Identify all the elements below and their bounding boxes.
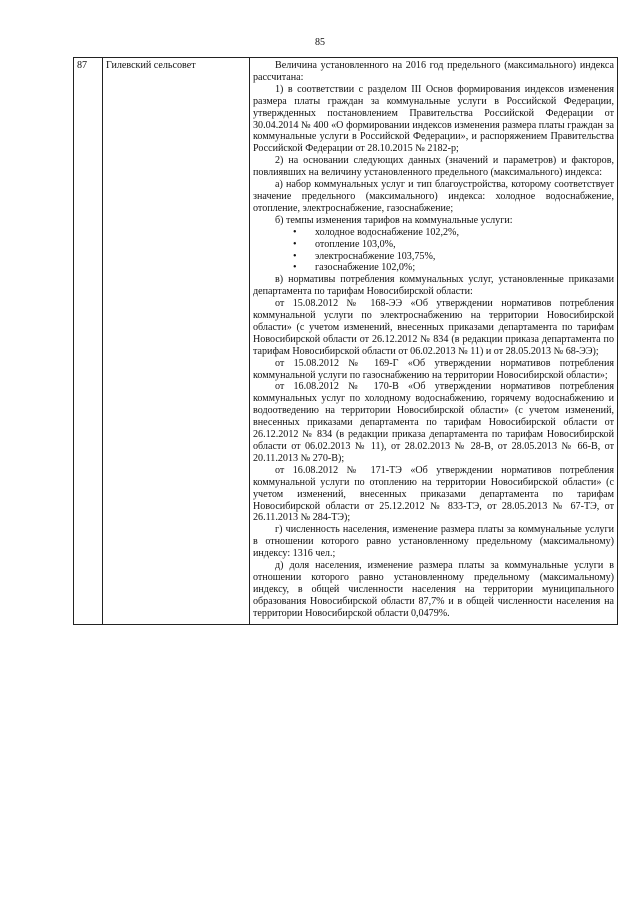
paragraph-order-171: от 16.08.2012 № 171-ТЭ «Об утверждении нормативов потребления коммунальной услуги по отоплению на территории Новосибирской области» (с учетом изменений, внесенных приказами департамента по тарифам Новосибирской области от 25.12.2012 № 833-ТЭ, от 28.05.2013 № 67-ТЭ, от 26.11.2013 № 284-ТЭ); [253, 464, 614, 524]
table-row [74, 58, 618, 625]
tariff-rates-list [253, 227, 614, 275]
paragraph-order-170: от 16.08.2012 № 170-В «Об утверждении нормативов потребления коммунальных услуг по холодному водоснабжению, горячему водоснабжению и водоотведению на территории Новосибирской области» (с учетом изменений, внесенных приказами департамента по тарифам Новосибирской области от 26.12.2012 № 834 (в редакции приказа департамента по тарифам Новосибирской области от 06.02.2013 № 11), от 28.02.2013 № 28-В, от 28.05.2013 № 66-В, от 20.11.2013 № 270-В); [253, 381, 614, 464]
paragraph-item-a: а) набор коммунальных услуг и тип благоустройства, которому соответствует значение предельного (максимального) индекса: холодное водоснабжение, отопление, электроснабжение, газоснабжение; [253, 179, 614, 214]
paragraph-item-v: в) нормативы потребления коммунальных услуг, установленные приказами департамента по тарифам Новосибирской области: [253, 274, 614, 298]
list-item-text: электроснабжение 103,75%, [315, 250, 436, 262]
list-item-text: газоснабжение 102,0%; [315, 262, 416, 274]
list-item [293, 238, 614, 251]
bullet-icon: • [293, 238, 297, 250]
paragraph-item-g: г) численность населения, изменение размера платы за коммунальные услуги в отношении которого равно установленному предельному (максимальному) индексу: 1316 чел.; [253, 524, 614, 560]
page-number: 85 [315, 37, 325, 48]
paragraph-order-169: от 15.08.2012 № 169-Г «Об утверждении нормативов потребления коммунальной услуги по газоснабжению на территории Новосибирской области»; [253, 357, 614, 381]
bullet-icon: • [293, 226, 297, 238]
paragraph-intro: Величина установленного на 2016 год предельного (максимального) индекса рассчитана: [253, 60, 614, 83]
paragraph-item-2: 2) на основании следующих данных (значений и параметров) и факторов, повлиявших на величину установленного предельного (максимального) индекса: [253, 155, 614, 179]
paragraph-item-d: д) доля населения, изменение размера платы за коммунальные услуги в отношении которого равно установленному предельному (максимальному) индексу, в общей численности населения на территории муниципального образования Новосибирской области 87,7% и в общей численности населения на территории Новосибирской области 0,0479%. [253, 560, 614, 619]
list-item-text: холодное водоснабжение 102,2%, [315, 226, 459, 238]
index-description [250, 58, 618, 625]
list-item [293, 250, 614, 263]
list-item [293, 226, 614, 239]
paragraph-item-b: б) темпы изменения тарифов на коммунальные услуги: [275, 214, 513, 226]
bullet-icon: • [293, 262, 297, 274]
list-item-text: отопление 103,0%, [315, 238, 396, 250]
list-item [293, 262, 614, 274]
document-table [73, 57, 618, 625]
row-number: 87 [74, 58, 103, 625]
municipality-name: Гилевский сельсовет [103, 58, 250, 625]
bullet-icon: • [293, 250, 297, 262]
paragraph-item-1: 1) в соответствии с разделом III Основ формирования индексов изменения размера платы граждан за коммунальные услуги в Российской Федерации, утвержденных постановлением Правительства Российской Федерации от 30.04.2014 № 400 «О формировании индексов изменения размера платы граждан за коммунальные услуги в Российской Федерации», и распоряжением Правительства Российской Федерации от 28.10.2015 № 2182-р; [253, 83, 614, 155]
paragraph-order-168: от 15.08.2012 № 168-ЭЭ «Об утверждении нормативов потребления коммунальной услуги по электроснабжению на территории Новосибирской области» (с учетом изменений, внесенных приказами департамента по тарифам Новосибирской области от 26.12.2012 № 834 (в редакции приказа департамента по тарифам Новосибирской области от 06.02.2013 № 11) и от 28.05.2013 № 68-ЭЭ); [253, 298, 614, 357]
